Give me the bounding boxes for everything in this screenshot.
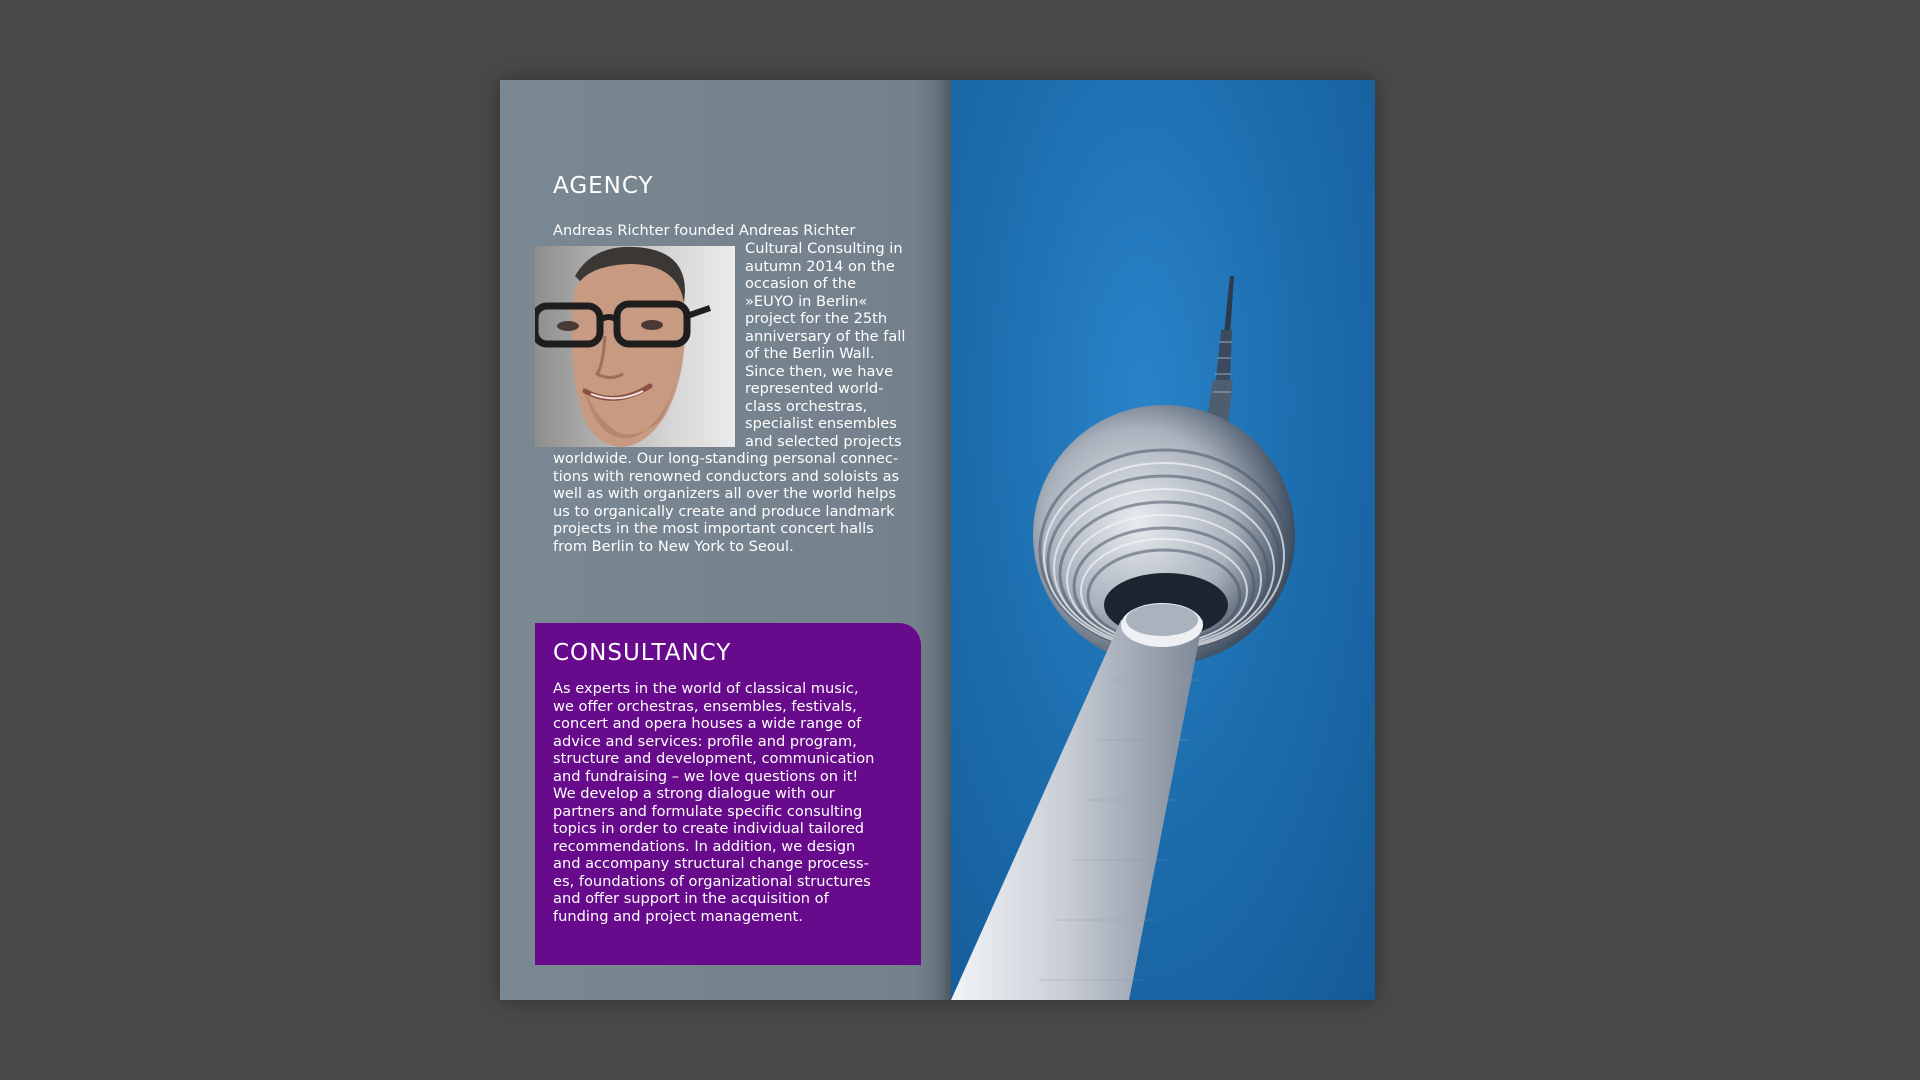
agency-full-line: us to organically create and produce landmark — [553, 502, 895, 520]
consultancy-line: concert and opera houses a wide range of — [553, 715, 862, 732]
agency-wrapped-line: »EUYO in Berlin« — [745, 292, 868, 310]
agency-full-line: from Berlin to New York to Seoul. — [553, 537, 794, 555]
agency-full-line: well as with organizers all over the world helps — [553, 485, 896, 502]
agency-heading: AGENCY — [553, 173, 654, 199]
consultancy-box — [535, 623, 921, 965]
agency-wrapped-line: Since then, we have — [745, 362, 894, 380]
agency-full-line: tions with renowned conductors and soloists as — [553, 467, 900, 485]
consultancy-line: and offer support in the acquisition of — [553, 890, 829, 907]
consultancy-line: As experts in the world of classical music, — [553, 680, 859, 697]
agency-wrapped-line: occasion of the — [745, 275, 857, 292]
agency-full-line: worldwide. Our long-standing personal connec- — [553, 450, 899, 467]
consultancy-line: topics in order to create individual tailored — [553, 820, 865, 837]
agency-wrapped-line: class orchestras, — [745, 397, 868, 415]
consultancy-line: structure and development, communication — [553, 750, 875, 767]
agency-text-first-line: Andreas Richter founded Andreas Richter — [553, 222, 856, 239]
portrait-illustration — [535, 246, 735, 447]
consultancy-text — [553, 680, 913, 925]
agency-full-line: projects in the most important concert halls — [553, 520, 874, 537]
tv-tower-illustration — [951, 80, 1375, 1000]
consultancy-line: funding and project management. — [553, 907, 803, 925]
left-page — [500, 80, 951, 1000]
consultancy-line: es, foundations of organizational structures — [553, 872, 871, 890]
page-gutter-shadow — [936, 80, 952, 1000]
tv-tower-photo — [951, 80, 1375, 1000]
agency-wrapped-line: represented world- — [745, 380, 884, 397]
agency-wrapped-line: specialist ensembles — [745, 415, 897, 432]
brochure-spread — [500, 80, 1375, 1000]
agency-wrapped-line: Cultural Consulting in — [745, 240, 903, 257]
consultancy-line: advice and services: profile and program, — [553, 732, 857, 750]
consultancy-line: and fundraising – we love questions on it! — [553, 767, 859, 785]
consultancy-heading: CONSULTANCY — [553, 640, 732, 666]
portrait-photo — [535, 246, 735, 447]
consultancy-line: recommendations. In addition, we design — [553, 837, 856, 855]
consultancy-line: We develop a strong dialogue with our — [553, 785, 835, 802]
consultancy-line: partners and formulate specific consulting — [553, 802, 863, 820]
agency-text-wrapped — [745, 240, 925, 450]
agency-wrapped-line: autumn 2014 on the — [745, 257, 895, 275]
agency-wrapped-line: anniversary of the fall — [745, 327, 906, 345]
consultancy-line: and accompany structural change process- — [553, 855, 869, 872]
agency-wrapped-line: and selected projects — [745, 432, 902, 450]
consultancy-line: we offer orchestras, ensembles, festivals, — [553, 697, 857, 715]
agency-wrapped-line: project for the 25th — [745, 310, 888, 327]
agency-text-full-width — [553, 450, 923, 555]
agency-wrapped-line: of the Berlin Wall. — [745, 345, 875, 362]
